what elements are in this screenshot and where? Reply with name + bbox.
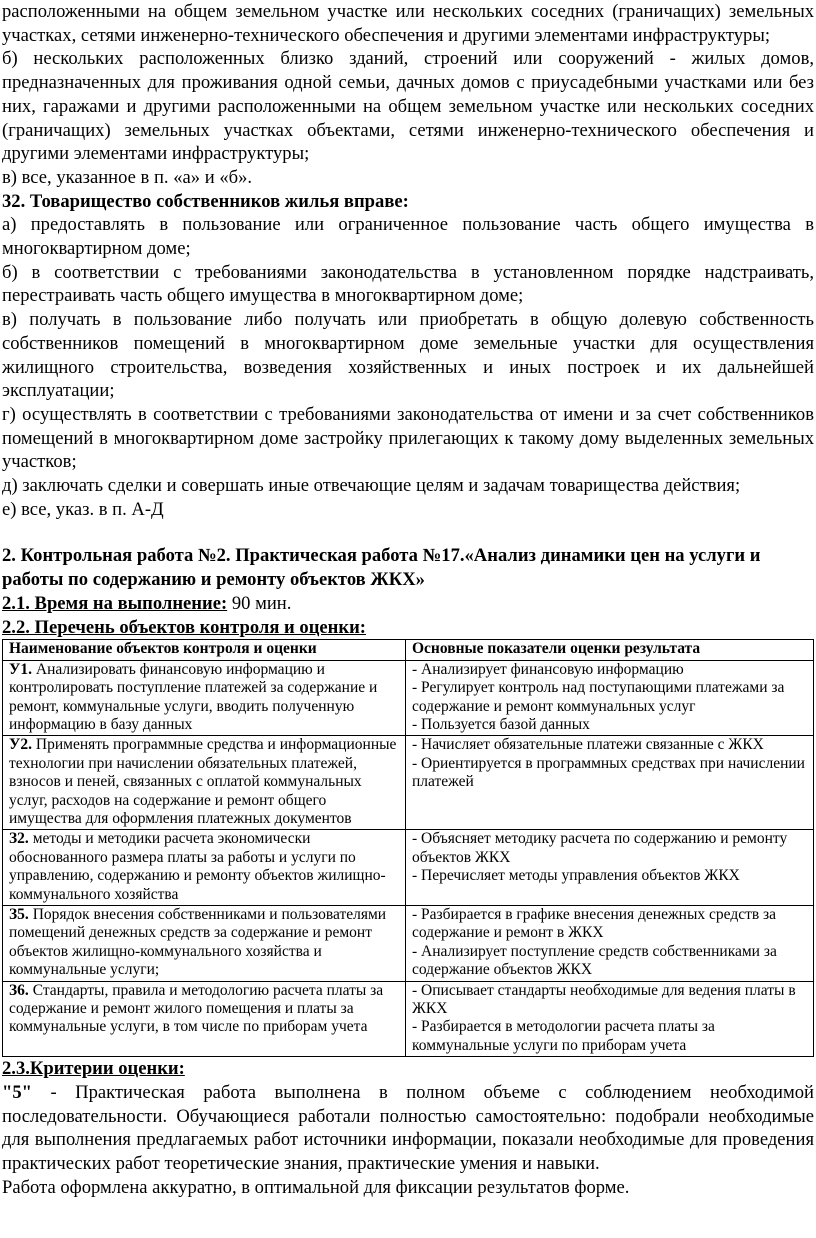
q32-item-d: д) заключать сделки и совершать иные отвечающие целям и задачам товарищества действия; <box>2 475 741 497</box>
row-code: У2. <box>9 736 33 754</box>
q32-item-e: е) все, указ. в п. А-Д <box>2 498 164 520</box>
criteria-grade-5 <box>2 1081 814 1176</box>
row-name: методы и методики расчета экономически обоснованного размера платы за работы и услуги по управлению, содержанию и ремонту объектов жилищно-коммунального хозяйства <box>9 830 386 903</box>
table-header-name: Наименование объектов контроля и оценки <box>3 640 406 660</box>
paragraph-intro-b: б) нескольких расположенных близко зданий, строений или сооружений - жилых домов, предназначенных для проживания одной семьи, дачных домов с приусадебными участками или без них, гаражами и другими расположенными на общем земельном участке или нескольких соседних (граничащих) земельных участках объектами, сетями инженерно-технического обеспечения и другими элементами инфраструктуры; <box>2 48 814 165</box>
table-row <box>3 660 814 736</box>
time-value: 90 мин. <box>227 592 292 614</box>
q32-item-a: а) предоставлять в пользование или ограниченное пользование часть общего имущества в многоквартирном доме; <box>2 214 814 260</box>
table-cell-name <box>3 830 406 906</box>
indicator: - Начисляет обязательные платежи связанные с ЖКХ <box>412 736 764 754</box>
grade-5-dash: - <box>31 1081 76 1103</box>
row-name: Применять программные средства и информационные технологии при начислении обязательных платежей, взносов и пеней, связанных с оплатой коммунальных услуг, расходов на содержание и ремонт общего имущества для оформления платежных документов <box>9 736 397 827</box>
row-code: З2. <box>9 830 29 848</box>
table-cell-indicators <box>406 830 814 906</box>
table-row <box>3 905 814 981</box>
section-2-title: 2. Контрольная работа №2. Практическая работа №17.«Анализ динамики цен на услуги и работы по содержанию и ремонту объектов ЖКХ» <box>2 545 761 591</box>
time-label: 2.1. Время на выполнение: <box>2 592 228 614</box>
q32-item-b: б) в соответствии с требованиями законодательства в установленном порядке надстраивать, перестраивать часть общего имущества в многоквартирном доме; <box>2 261 814 307</box>
criteria-last: Работа оформлена аккуратно, в оптимальной для фиксации результатов форме. <box>2 1176 630 1198</box>
indicator: - Регулирует контроль над поступающими платежами за содержание и ремонт коммунальных услуг <box>412 679 785 715</box>
question-32-title: 32. Товарищество собственников жилья вправе: <box>2 190 409 212</box>
row-code: У1. <box>9 660 33 678</box>
row-code: З5. <box>9 905 29 923</box>
paragraph-intro-v: в) все, указанное в п. «а» и «б». <box>2 166 253 188</box>
grade-5-mark: "5" <box>2 1081 32 1103</box>
table-header-row <box>3 640 814 660</box>
q32-item-v: в) получать в пользование либо получать или приобретать в общую долевую собственность собственников помещений в многоквартирном доме земельные участки для осуществления жилищного строительства, возведения хозяйственных и иных построек и их дальнейшей эксплуатации; <box>2 309 814 402</box>
table-cell-indicators <box>406 660 814 736</box>
table-cell-name <box>3 736 406 830</box>
table-cell-name <box>3 981 406 1057</box>
indicator: - Анализирует финансовую информацию <box>412 660 684 678</box>
table-cell-name <box>3 660 406 736</box>
indicator: - Пользуется базой данных <box>412 715 590 733</box>
indicator: - Описывает стандарты необходимые для ведения платы в ЖКХ <box>412 981 796 1017</box>
paragraph-intro-cont: расположенными на общем земельном участке или нескольких соседних (граничащих) земельных участках, сетями инженерно-технического обеспечения и другими элементами инфраструктуры; <box>2 1 814 46</box>
row-name: Стандарты, правила и методологию расчета платы за содержание и ремонт жилого помещения и платы за коммунальные услуги, в том числе по приборам учета <box>9 981 384 1036</box>
table-row <box>3 736 814 830</box>
indicator: - Ориентируется в программных средствах при начислении платежей <box>412 754 805 791</box>
spacer <box>2 521 814 544</box>
table-cell-indicators <box>406 905 814 981</box>
indicator: - Разбирается в методологии расчета платы за коммунальные услуги по приборам учета <box>412 1018 715 1054</box>
indicator: - Объясняет методику расчета по содержанию и ремонту объектов ЖКХ <box>412 830 788 866</box>
row-code: З6. <box>9 981 29 999</box>
table-row <box>3 830 814 906</box>
indicator: - Перечисляет методы управления объектов ЖКХ <box>412 867 740 885</box>
table-row <box>3 981 814 1057</box>
row-name: Порядок внесения собственниками и пользователями помещений денежных средств за содержание и ремонт объектов жилищно-коммунального хозяйства и коммунальные услуги; <box>9 905 387 979</box>
table-cell-name <box>3 905 406 981</box>
table-cell-indicators <box>406 736 814 830</box>
list-title: 2.2. Перечень объектов контроля и оценки: <box>2 616 366 638</box>
indicator: - Анализирует поступление средств собственниками за содержание объектов ЖКХ <box>412 942 777 979</box>
criteria-title: 2.3.Критерии оценки: <box>2 1058 185 1080</box>
table-cell-indicators <box>406 981 814 1057</box>
q32-item-g: г) осуществлять в соответствии с требованиями законодательства от имени и за счет собственников помещений в многоквартирном доме застройку прилегающих к такому дому выделенных земельных участков; <box>2 403 814 473</box>
row-name: Анализировать финансовую информацию и контролировать поступление платежей за содержание и ремонт, коммунальные услуги, вводить полученную информацию в базу данных <box>9 660 378 733</box>
grade-5-text: Практическая работа выполнена в полном объеме с соблюдением необходимой последовательности. Обучающиеся работали полностью самостоятельно: подобрали необходимые для выполнения предлагаемых работ источники информации, показали необходимые для проведения практических работ теоретические знания, практические умения и навыки. <box>2 1081 814 1175</box>
table-header-indicators: Основные показатели оценки результата <box>406 640 814 660</box>
time-line <box>2 592 814 616</box>
indicator: - Разбирается в графике внесения денежных средств за содержание и ремонт в ЖКХ <box>412 905 777 942</box>
control-objects-table <box>2 639 814 1057</box>
